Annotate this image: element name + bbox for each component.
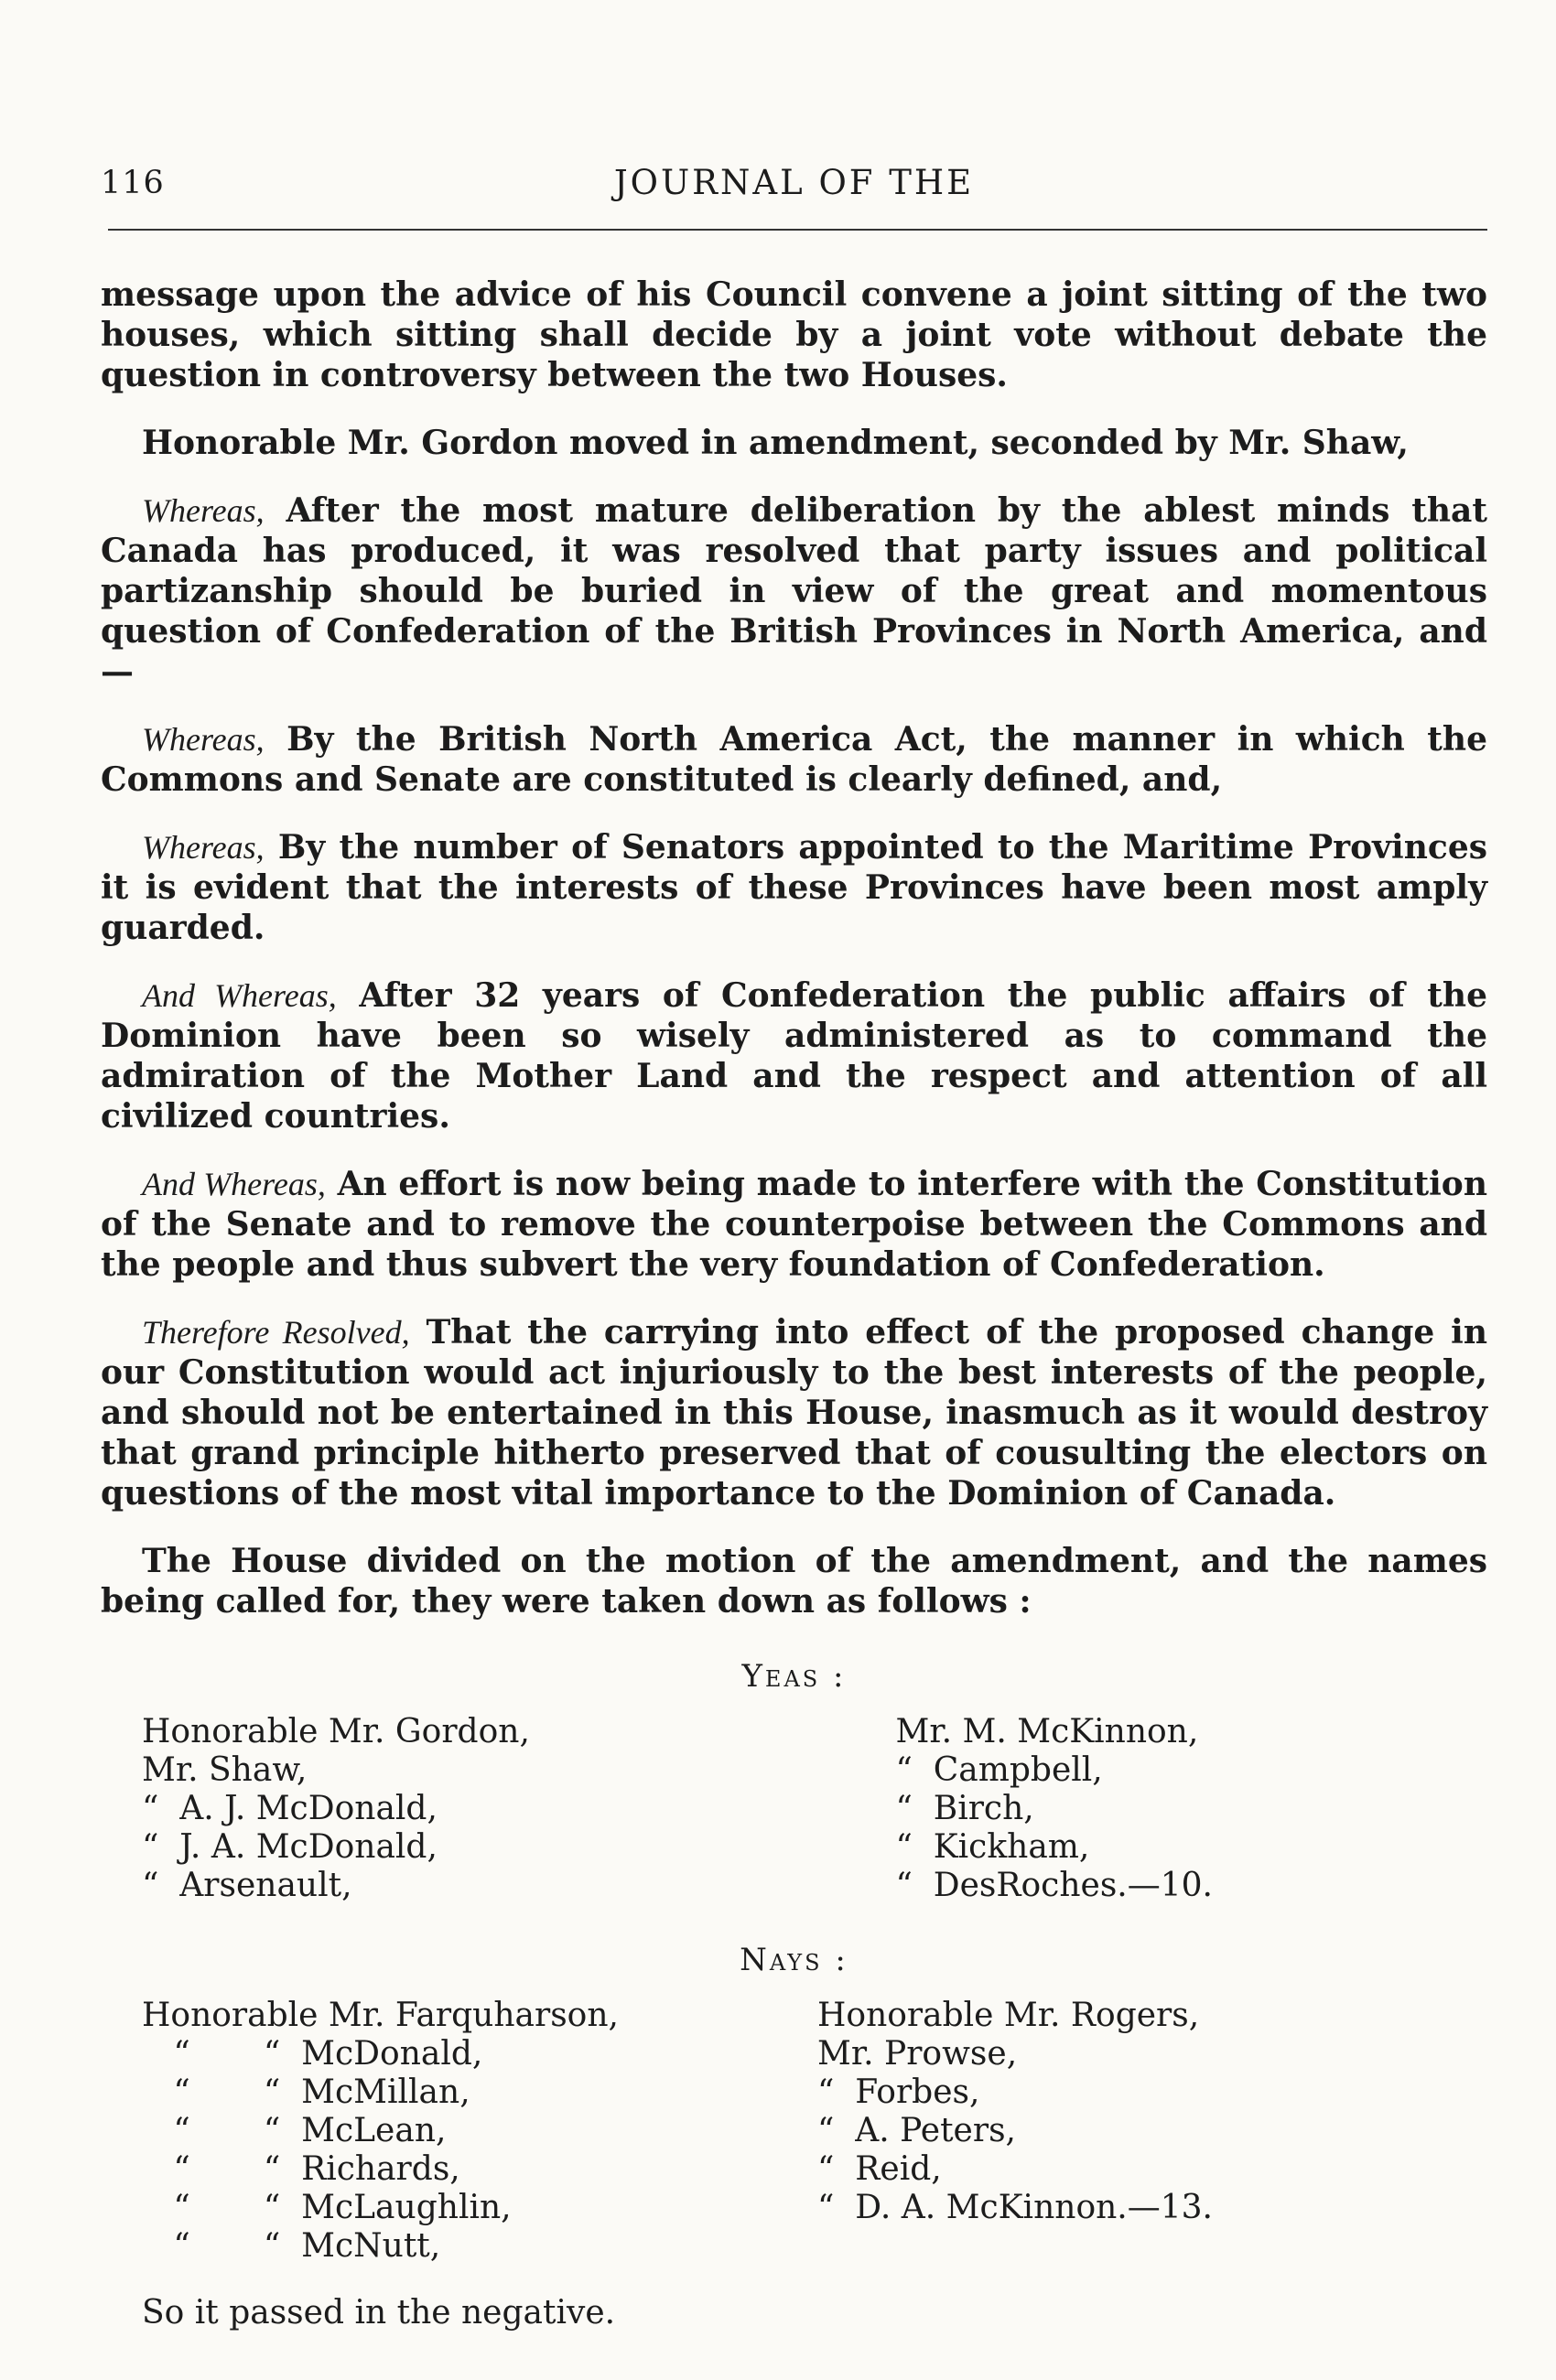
paragraph: Whereas, By the number of Senators appointed to the Maritime Provinces it is evident that the interests of these Provinces have been most amply guarded.: [101, 828, 1487, 947]
paragraph: Whereas, By the British North America Act, the manner in which the Commons and Senate are constituted is clearly defined, and,: [101, 720, 1487, 799]
paragraph: Honorable Mr. Gordon moved in amendment, seconded by Mr. Shaw,: [142, 424, 1409, 462]
list-item: Mr. M. McKinnon,: [895, 1713, 1199, 1750]
list-item: “ “ Richards,: [142, 2150, 460, 2188]
list-item: “ Kickham,: [895, 1828, 1090, 1866]
nays-heading: Nays :: [740, 1942, 848, 1978]
list-item: Honorable Mr. Gordon,: [142, 1713, 530, 1750]
list-item: “ Birch,: [895, 1790, 1034, 1827]
page-body: [101, 275, 1487, 2333]
paragraph: And Whereas, After 32 years of Confederation the public affairs of the Dominion have been so wisely administered as to command the admiration of the Mother Land and the respect and attention of all civilized countries.: [101, 976, 1487, 1136]
nays-list: [101, 1997, 1487, 2266]
list-item: “ Campbell,: [895, 1751, 1103, 1789]
list-item: “ “ McLean,: [142, 2112, 447, 2149]
paragraph-lead: Whereas,: [142, 721, 265, 758]
list-item: “ J. A. McDonald,: [142, 1828, 438, 1866]
paragraph: And Whereas, An effort is now being made to interfere with the Constitution of the Senate and to remove the counterpoise between the Commons and the people and thus subvert the very foundation of Confederation.: [101, 1165, 1487, 1284]
paragraph-lead: Whereas,: [142, 829, 265, 866]
list-item: “ “ McNutt,: [142, 2227, 441, 2265]
list-item: “ A. Peters,: [817, 2112, 1016, 2149]
list-item: “ Arsenault,: [142, 1867, 352, 1904]
running-head: JOURNAL OF THE: [613, 163, 975, 202]
list-item: “ A. J. McDonald,: [142, 1790, 438, 1827]
list-item: “ “ McDonald,: [142, 2035, 483, 2073]
list-item: “ DesRoches.—10.: [895, 1867, 1213, 1904]
list-item: Mr. Shaw,: [142, 1751, 308, 1789]
list-item: “ Reid,: [817, 2150, 942, 2188]
page-number: 116: [101, 165, 165, 201]
list-item: “ D. A. McKinnon.—13.: [817, 2189, 1213, 2226]
journal-page: [101, 137, 1487, 2333]
list-item: “ “ McMillan,: [142, 2073, 470, 2111]
yeas-left-column: [142, 1713, 530, 1905]
paragraph-lead: And Whereas,: [142, 1166, 326, 1202]
yeas-right-column: [895, 1713, 1213, 1905]
paragraph: Whereas, After the most mature deliberation by the ablest minds that Canada has produced, it was resolved that party issues and political partizanship should be buried in view of the great and momentous question of Confederation of the British Provinces in North America, and—: [101, 491, 1487, 691]
paragraph-lead: Whereas,: [142, 492, 265, 529]
yeas-heading: Yeas :: [741, 1658, 847, 1695]
paragraph: The House divided on the motion of the amendment, and the names being called for, they were taken down as follows :: [101, 1542, 1487, 1621]
list-item: Honorable Mr. Rogers,: [817, 1997, 1200, 2034]
nays-left-column: [142, 1997, 619, 2266]
list-item: “ “ McLaughlin,: [142, 2189, 512, 2226]
paragraph-lead: Therefore Resolved,: [142, 1314, 410, 1351]
paragraph: Therefore Resolved, That the carrying into effect of the proposed change in our Constitution would act injuriously to the best interests of the people, and should not be entertained in this House, inasmuch as it would destroy that grand principle hitherto preserved that of cousulting the electors on questions of the most vital importance to the Dominion of Canada.: [101, 1313, 1488, 1513]
page-header: [101, 137, 1487, 220]
paragraph: message upon the advice of his Council convene a joint sitting of the two houses, which sitting shall decide by a joint vote without debate the question in controversy between the two Houses.: [101, 275, 1487, 394]
header-rule: [108, 229, 1487, 231]
yeas-list: [101, 1713, 1487, 1905]
list-item: Mr. Prowse,: [817, 2035, 1018, 2073]
paragraph-lead: And Whereas,: [142, 977, 337, 1014]
list-item: Honorable Mr. Farquharson,: [142, 1997, 619, 2034]
list-item: “ Forbes,: [817, 2073, 980, 2111]
nays-right-column: [817, 1997, 1213, 2266]
closing-line: So it passed in the negative.: [142, 2294, 616, 2332]
